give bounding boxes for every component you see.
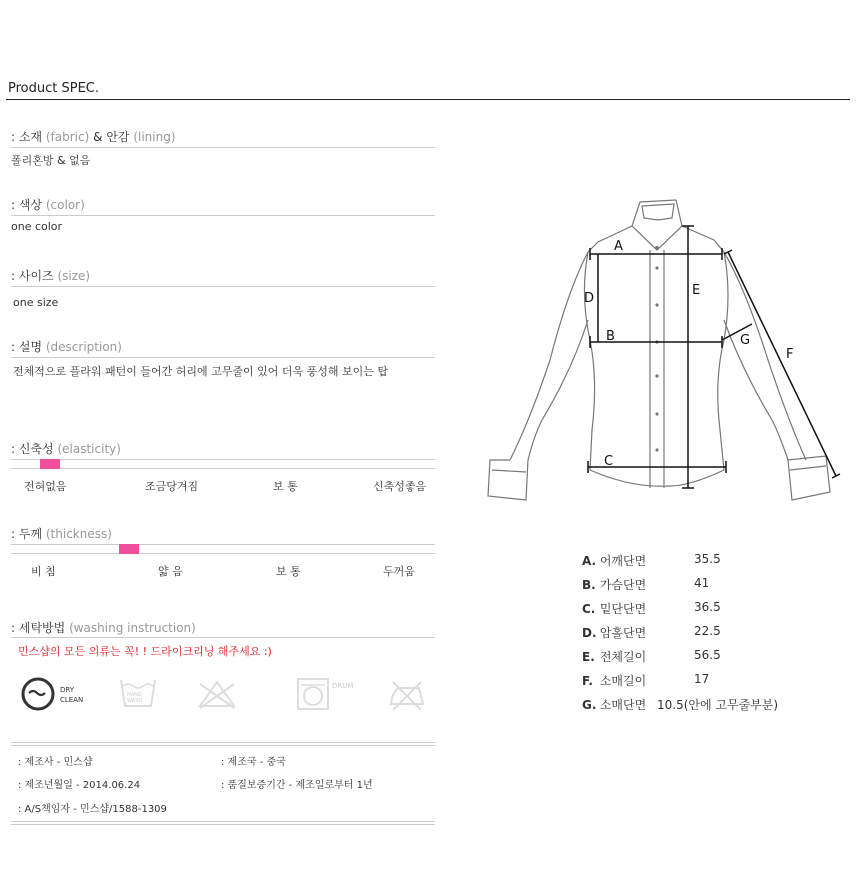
- diagram-label-c: C: [604, 454, 614, 469]
- elasticity-bar: [11, 459, 435, 469]
- measurement-name: 소매길이: [599, 674, 647, 688]
- color-divider: [11, 215, 435, 216]
- thickness-marker: [119, 544, 139, 554]
- info-country: : 제조국 - 중국: [221, 757, 286, 768]
- drum-dry-icon: [296, 676, 360, 716]
- color-label: : 색상: [11, 198, 43, 212]
- description-label-en: (description): [45, 340, 122, 354]
- description-label: : 설명: [11, 340, 43, 354]
- measurement-name: 어깨단면: [599, 554, 647, 568]
- info-top-divider-2: [11, 745, 435, 746]
- size-label-en: (size): [57, 269, 91, 283]
- thickness-scale-2: 얇 음: [158, 565, 183, 578]
- shirt-outline-icon: [488, 200, 830, 500]
- measurement-value: 36.5: [694, 600, 721, 614]
- measurement-row: [582, 600, 721, 617]
- size-heading: [11, 267, 90, 284]
- elasticity-scale-3: 보 통: [273, 480, 298, 493]
- thickness-scale-4: 두꺼움: [383, 565, 415, 578]
- measurement-row: [582, 552, 721, 569]
- color-heading: [11, 196, 85, 213]
- washing-label-en: (washing instruction): [69, 621, 196, 635]
- no-iron-icon: [387, 678, 427, 716]
- hand-wash-text2: WASH: [127, 698, 143, 704]
- measurement-value: 56.5: [694, 648, 721, 662]
- fabric-heading: [11, 128, 176, 145]
- measurement-value: 22.5: [694, 624, 721, 638]
- shirt-diagram: [480, 190, 850, 514]
- elasticity-marker: [40, 459, 60, 469]
- description-divider: [11, 357, 435, 358]
- hand-wash-icon: [117, 674, 159, 714]
- info-bottom-divider-1: [11, 821, 435, 822]
- color-value: one color: [11, 220, 63, 233]
- measurement-key: E.: [582, 650, 595, 664]
- measurement-name: 소매단면: [599, 698, 647, 712]
- washing-label: : 세탁방법: [11, 621, 66, 635]
- measurement-name: 전체길이: [599, 650, 647, 664]
- lining-label: & 안감: [93, 130, 130, 144]
- diagram-label-a: A: [614, 239, 623, 254]
- fabric-divider: [11, 147, 435, 148]
- color-label-en: (color): [45, 198, 85, 212]
- measurement-value: 10.5(안에 고무줄부분): [657, 698, 779, 712]
- measurement-value: 17: [694, 672, 710, 686]
- title-divider: [6, 99, 850, 100]
- measurement-row: [582, 696, 779, 713]
- measurement-name: 암홀단면: [599, 626, 647, 640]
- measurement-name: 가슴단면: [599, 578, 647, 592]
- hand-wash-text1: HAND: [127, 692, 142, 698]
- dry-clean-icon: [20, 676, 92, 716]
- size-divider: [11, 286, 435, 287]
- dry-clean-text2: CLEAN: [60, 696, 84, 704]
- fabric-label-en: (fabric): [45, 130, 90, 144]
- page-title: Product SPEC.: [8, 81, 100, 96]
- measurement-row: [582, 624, 721, 641]
- thickness-scale-3: 보 통: [276, 565, 301, 578]
- measurement-key: F.: [582, 674, 593, 688]
- measurement-name: 밑단단면: [599, 602, 647, 616]
- description-value: 전체적으로 플라워 패턴이 들어간 허리에 고무줄이 있어 더욱 풍성해 보이는 탑: [13, 365, 388, 378]
- elasticity-label-en: (elasticity): [57, 442, 121, 456]
- size-value: one size: [13, 296, 59, 309]
- measurement-key: G.: [582, 698, 597, 712]
- measurement-key: A.: [582, 554, 597, 568]
- measurement-key: C.: [582, 602, 596, 616]
- elasticity-label: : 신축성: [11, 442, 54, 456]
- drum-text: DRUM: [332, 682, 354, 690]
- thickness-bar: [11, 544, 435, 554]
- info-manufacturer: : 제조사 - 민스샵: [18, 757, 93, 768]
- elasticity-scale-2: 조금당겨짐: [145, 480, 199, 493]
- fabric-label: : 소재: [11, 130, 43, 144]
- info-as: : A/S책임자 - 민스샵/1588-1309: [18, 804, 167, 815]
- elasticity-heading: [11, 440, 121, 457]
- diagram-label-b: B: [606, 329, 615, 344]
- info-date: : 제조년월일 - 2014.06.24: [18, 780, 141, 791]
- measurement-row: [582, 576, 710, 593]
- measurement-key: D.: [582, 626, 597, 640]
- thickness-heading: [11, 525, 112, 542]
- elasticity-scale-1: 전혀없음: [24, 480, 67, 493]
- size-label: : 사이즈: [11, 269, 54, 283]
- measurement-row: [582, 672, 710, 689]
- thickness-label: : 두께: [11, 527, 43, 541]
- info-warranty: : 품질보증기간 - 제조일로부터 1년: [221, 780, 373, 791]
- diagram-label-f: F: [786, 347, 794, 362]
- thickness-scale-1: 비 침: [31, 565, 56, 578]
- measurement-row: [582, 648, 721, 665]
- no-bleach-icon: [196, 678, 238, 716]
- dry-clean-text1: DRY: [60, 686, 75, 694]
- lining-label-en: (lining): [133, 130, 176, 144]
- elasticity-scale-4: 신축성좋음: [373, 480, 427, 493]
- info-top-divider-1: [11, 742, 435, 743]
- fabric-value: 폴리혼방 & 없음: [11, 154, 91, 167]
- washing-warning: 민스샵의 모든 의류는 꼭! ! 드라이크리닝 해주세요 :): [18, 645, 272, 658]
- diagram-label-g: G: [740, 333, 751, 348]
- diagram-label-e: E: [692, 283, 701, 298]
- measurement-value: 41: [694, 576, 710, 590]
- measurement-key: B.: [582, 578, 596, 592]
- washing-divider: [11, 637, 435, 638]
- washing-heading: [11, 619, 196, 636]
- diagram-label-d: D: [584, 291, 595, 306]
- info-bottom-divider-2: [11, 824, 435, 825]
- description-heading: [11, 338, 122, 355]
- measurement-value: 35.5: [694, 552, 721, 566]
- thickness-label-en: (thickness): [45, 527, 112, 541]
